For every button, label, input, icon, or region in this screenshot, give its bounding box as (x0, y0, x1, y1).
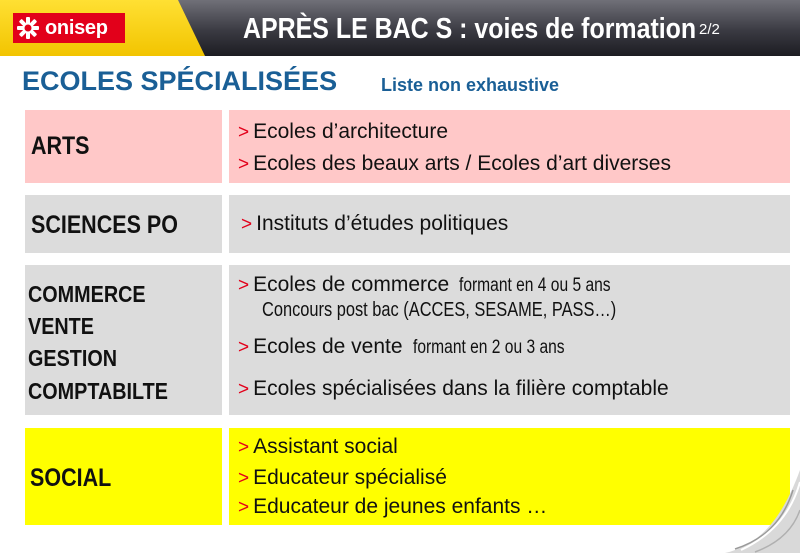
category-label: GESTION (28, 345, 118, 371)
list-item (238, 335, 597, 359)
title-bar (0, 0, 800, 56)
item-note: Concours post bac (ACCES, SESAME, PASS…) (262, 299, 617, 321)
onisep-logo (13, 13, 125, 43)
bullet-marker: > (238, 468, 250, 489)
category-cell-arts (25, 110, 222, 183)
items-cell-commerce (229, 265, 790, 415)
list-item (238, 466, 447, 490)
section-title: ECOLES SPÉCIALISÉES (22, 66, 338, 96)
bullet-marker: > (238, 337, 250, 358)
item-text: Educateur spécialisé (253, 466, 447, 489)
item-note: formant en 4 ou 5 ans (459, 275, 611, 296)
category-label: COMMERCE (28, 281, 146, 307)
bullet-marker: > (238, 122, 250, 143)
item-note: formant en 2 ou 3 ans (412, 337, 565, 358)
category-cell-commerce (25, 265, 222, 415)
list-item-sub (262, 298, 694, 322)
list-item (238, 435, 398, 459)
list-item (238, 377, 669, 401)
bullet-marker: > (241, 214, 253, 235)
item-text: Assistant social (253, 435, 398, 458)
item-text: Ecoles de vente (253, 335, 403, 358)
items-cell-social (229, 428, 790, 525)
logo-text: onisep (45, 16, 108, 39)
list-item (241, 212, 508, 236)
category-cell-social (25, 428, 222, 525)
page-number: 2/2 (699, 21, 720, 38)
items-cell-arts (229, 110, 790, 183)
bullet-marker: > (238, 154, 250, 175)
item-text: Ecoles d’architecture (253, 120, 449, 143)
section-subtitle: Liste non exhaustive (381, 75, 560, 95)
onisep-logo-icon (13, 13, 43, 43)
page-curl-icon (725, 470, 800, 553)
category-label: COMPTABILTE (28, 378, 168, 404)
category-cell-sciences-po (25, 195, 222, 253)
list-item (238, 120, 448, 144)
list-item (238, 273, 644, 297)
item-text: Instituts d’études politiques (256, 212, 509, 235)
list-item (238, 152, 671, 176)
list-item (238, 495, 547, 519)
bullet-marker: > (238, 437, 250, 458)
item-text: Educateur de jeunes enfants … (253, 495, 548, 518)
item-text: Ecoles des beaux arts / Ecoles d’art diverses (253, 152, 671, 175)
category-label: ARTS (31, 132, 90, 160)
bullet-marker: > (238, 379, 250, 400)
bullet-marker: > (238, 275, 250, 296)
category-label: VENTE (28, 313, 94, 339)
items-cell-sciences-po (229, 195, 790, 253)
item-text: Ecoles spécialisées dans la filière comptable (253, 377, 669, 400)
category-label: SCIENCES PO (31, 211, 178, 239)
slide-title: APRÈS LE BAC S : voies de formation (243, 13, 697, 45)
bullet-marker: > (238, 497, 250, 518)
category-label: SOCIAL (30, 464, 112, 492)
item-text: Ecoles de commerce (253, 273, 450, 296)
